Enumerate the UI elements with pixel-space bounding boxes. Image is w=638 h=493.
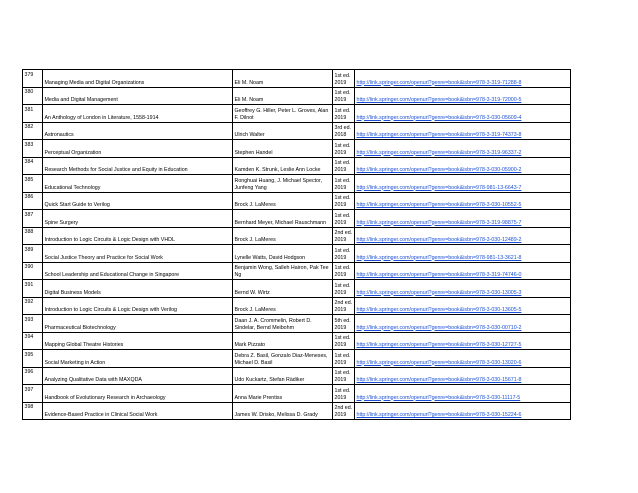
table-row xyxy=(23,227,571,245)
year-label: 2019 xyxy=(334,184,347,191)
row-number-cell: 381 xyxy=(23,105,43,123)
title-cell: Pharmaceutical Biotechnology xyxy=(43,315,233,333)
row-number-cell: 382 xyxy=(23,122,43,140)
table-row xyxy=(23,70,571,88)
year-label: 2019 xyxy=(334,167,347,173)
table-row xyxy=(23,297,571,315)
url-link-cell[interactable]: http://link.springer.com/openurl?genre=book&isbn=978-3-030-13020-6 xyxy=(355,350,571,368)
year-label: 2019 xyxy=(334,114,347,121)
edition-year-cell xyxy=(333,87,355,105)
author-cell: Brock J. LaMeres xyxy=(233,192,333,210)
edition-year-cell xyxy=(333,140,355,158)
edition-year-cell xyxy=(333,245,355,263)
table-row xyxy=(23,385,571,403)
edition-label: 3rd ed. xyxy=(334,125,351,131)
title-cell: An Anthology of London in Literature, 1558-1914 xyxy=(43,105,233,123)
year-label: 2019 xyxy=(334,149,347,156)
edition-year-cell xyxy=(333,192,355,210)
row-number-cell: 398 xyxy=(23,402,43,420)
title-cell: Educational Technology xyxy=(43,175,233,193)
table-row xyxy=(23,245,571,263)
table-row xyxy=(23,105,571,123)
edition-label: 1st ed. xyxy=(334,370,351,376)
url-link-cell[interactable]: http://link.springer.com/openurl?genre=book&isbn=978-3-030-13605-5 xyxy=(355,297,571,315)
edition-year-cell xyxy=(333,175,355,193)
author-cell: Ronghuai Huang, J. Michael Spector, Junfeng Yang xyxy=(233,175,333,193)
title-cell: Astronautics xyxy=(43,122,233,140)
year-label: 2019 xyxy=(334,377,347,383)
table-row xyxy=(23,280,571,298)
author-cell: Bernd W. Wirtz xyxy=(233,280,333,298)
book-list-body xyxy=(23,70,571,420)
edition-year-cell xyxy=(333,385,355,403)
url-link-cell[interactable]: http://link.springer.com/openurl?genre=book&isbn=978-3-319-96337-2 xyxy=(355,140,571,158)
edition-label: 1st ed. xyxy=(334,107,351,114)
edition-year-cell xyxy=(333,350,355,368)
title-cell: Mapping Global Theatre Histories xyxy=(43,332,233,350)
year-label: 2019 xyxy=(334,237,347,243)
url-link-cell[interactable]: http://link.springer.com/openurl?genre=book&isbn=978-981-13-6643-7 xyxy=(355,175,571,193)
row-number-cell: 385 xyxy=(23,175,43,193)
title-cell: Analyzing Qualitative Data with MAXQDA xyxy=(43,367,233,385)
edition-label: 5th ed. xyxy=(334,317,351,324)
url-link-cell[interactable]: http://link.springer.com/openurl?genre=book&isbn=978-3-030-00710-2 xyxy=(355,315,571,333)
edition-year-cell xyxy=(333,122,355,140)
edition-label: 1st ed. xyxy=(334,195,351,201)
row-number-cell: 397 xyxy=(23,385,43,403)
row-number-cell: 396 xyxy=(23,367,43,385)
edition-label: 1st ed. xyxy=(334,282,351,289)
year-label: 2019 xyxy=(334,307,347,313)
year-label: 2019 xyxy=(334,324,347,331)
edition-year-cell xyxy=(333,332,355,350)
title-cell: Evidence-Based Practice in Clinical Social Work xyxy=(43,402,233,420)
title-cell: Introduction to Logic Circuits & Logic Design with VHDL xyxy=(43,227,233,245)
title-cell: Quick Start Guide to Verilog xyxy=(43,192,233,210)
edition-year-cell xyxy=(333,280,355,298)
year-label: 2019 xyxy=(334,289,347,296)
author-cell: Eli M. Noam xyxy=(233,70,333,88)
row-number-cell: 395 xyxy=(23,350,43,368)
url-link-cell[interactable]: http://link.springer.com/openurl?genre=book&isbn=978-3-030-15671-8 xyxy=(355,367,571,385)
row-number-cell: 384 xyxy=(23,157,43,175)
url-link-cell[interactable]: http://link.springer.com/openurl?genre=book&isbn=978-981-13-3621-8 xyxy=(355,245,571,263)
title-cell: Introduction to Logic Circuits & Logic Design with Verilog xyxy=(43,297,233,315)
title-cell: Social Justice Theory and Practice for Social Work xyxy=(43,245,233,263)
table-row xyxy=(23,157,571,175)
row-number-cell: 380 xyxy=(23,87,43,105)
author-cell: Bernhard Meyer, Michael Rauschmann xyxy=(233,210,333,228)
edition-year-cell xyxy=(333,210,355,228)
edition-year-cell xyxy=(333,402,355,420)
year-label: 2019 xyxy=(334,272,347,278)
row-number-cell: 387 xyxy=(23,210,43,228)
author-cell: Geoffrey G. Hiller, Peter L. Groves, Alan F. Dilnot xyxy=(233,105,333,123)
table-row xyxy=(23,175,571,193)
year-label: 2019 xyxy=(334,412,347,418)
row-number-cell: 389 xyxy=(23,245,43,263)
edition-year-cell xyxy=(333,367,355,385)
edition-label: 1st ed. xyxy=(334,335,351,341)
year-label: 2019 xyxy=(334,359,347,366)
table-row xyxy=(23,87,571,105)
title-cell: Perceptual Organization xyxy=(43,140,233,158)
year-label: 2019 xyxy=(334,202,347,208)
url-link-cell[interactable]: http://link.springer.com/openurl?genre=book&isbn=978-3-030-12727-5 xyxy=(355,332,571,350)
row-number-cell: 383 xyxy=(23,140,43,158)
row-number-cell: 391 xyxy=(23,280,43,298)
title-cell: Media and Digital Management xyxy=(43,87,233,105)
url-link-cell[interactable]: http://link.springer.com/openurl?genre=book&isbn=978-3-319-98875-7 xyxy=(355,210,571,228)
url-link-cell[interactable]: http://link.springer.com/openurl?genre=book&isbn=978-3-319-72000-5 xyxy=(355,87,571,105)
table-row xyxy=(23,122,571,140)
year-label: 2019 xyxy=(334,97,347,103)
edition-year-cell xyxy=(333,105,355,123)
url-link-cell[interactable]: http://link.springer.com/openurl?genre=book&isbn=978-3-319-71288-8 xyxy=(355,70,571,88)
row-number-cell: 392 xyxy=(23,297,43,315)
author-cell: Mark Pizzato xyxy=(233,332,333,350)
year-label: 2018 xyxy=(334,132,347,138)
table-row xyxy=(23,192,571,210)
title-cell: School Leadership and Educational Change in Singapore xyxy=(43,262,233,280)
author-cell: Kamden K. Strunk, Leslie Ann Locke xyxy=(233,157,333,175)
title-cell: Digital Business Models xyxy=(43,280,233,298)
author-cell: Anna Marie Prentiss xyxy=(233,385,333,403)
url-link-cell[interactable]: http://link.springer.com/openurl?genre=book&isbn=978-3-319-74373-8 xyxy=(355,122,571,140)
author-cell: Lynelle Watts, David Hodgson xyxy=(233,245,333,263)
url-link-cell[interactable]: http://link.springer.com/openurl?genre=book&isbn=978-3-319-74746-0 xyxy=(355,262,571,280)
year-label: 2019 xyxy=(334,342,347,348)
title-cell: Managing Media and Digital Organizations xyxy=(43,70,233,88)
url-link-cell[interactable]: http://link.springer.com/openurl?genre=book&isbn=978-3-030-11117-5 xyxy=(355,385,571,403)
title-cell: Handbook of Evolutionary Research in Archaeology xyxy=(43,385,233,403)
row-number-cell: 393 xyxy=(23,315,43,333)
edition-label: 1st ed. xyxy=(334,247,351,254)
edition-label: 1st ed. xyxy=(334,352,351,359)
author-cell: Debra Z. Basil, Gonzalo Diaz-Meneses, Michael D. Basil xyxy=(233,350,333,368)
edition-label: 1st ed. xyxy=(334,212,351,219)
table-row xyxy=(23,210,571,228)
edition-year-cell xyxy=(333,262,355,280)
edition-label: 1st ed. xyxy=(334,160,351,166)
author-cell: Stephen Handel xyxy=(233,140,333,158)
table-row xyxy=(23,262,571,280)
edition-label: 1st ed. xyxy=(334,177,351,184)
url-link-cell[interactable]: http://link.springer.com/openurl?genre=book&isbn=978-3-030-15224-6 xyxy=(355,402,571,420)
edition-label: 1st ed. xyxy=(334,387,351,394)
row-number-cell: 388 xyxy=(23,227,43,245)
row-number-cell: 379 xyxy=(23,70,43,88)
row-number-cell: 394 xyxy=(23,332,43,350)
year-label: 2019 xyxy=(334,394,347,401)
author-cell: Ulrich Walter xyxy=(233,122,333,140)
year-label: 2019 xyxy=(334,254,347,261)
edition-year-cell xyxy=(333,227,355,245)
edition-label: 2nd ed. xyxy=(334,230,353,236)
table-row xyxy=(23,140,571,158)
author-cell: Eli M. Noam xyxy=(233,87,333,105)
author-cell: James W. Drisko, Melissa D. Grady xyxy=(233,402,333,420)
title-cell: Social Marketing in Action xyxy=(43,350,233,368)
row-number-cell: 386 xyxy=(23,192,43,210)
edition-year-cell xyxy=(333,315,355,333)
author-cell: Daan J. A. Crommelin, Robert D. Sindelar, Bernd Meibohm xyxy=(233,315,333,333)
edition-label: 1st ed. xyxy=(334,90,351,96)
url-link-cell[interactable]: http://link.springer.com/openurl?genre=book&isbn=978-3-030-10552-5 xyxy=(355,192,571,210)
author-cell: Udo Kuckartz, Stefan Rädiker xyxy=(233,367,333,385)
author-cell: Benjamin Wong, Salleh Hairon, Pak Tee Ng xyxy=(233,262,333,280)
edition-label: 1st ed. xyxy=(334,265,351,271)
table-row xyxy=(23,367,571,385)
row-number-cell: 390 xyxy=(23,262,43,280)
table-row xyxy=(23,332,571,350)
edition-label: 1st ed. xyxy=(334,142,351,149)
table-row xyxy=(23,315,571,333)
edition-year-cell xyxy=(333,157,355,175)
year-label: 2019 xyxy=(334,79,347,86)
url-link-cell[interactable]: http://link.springer.com/openurl?genre=book&isbn=978-3-030-05900-2 xyxy=(355,157,571,175)
url-link-cell[interactable]: http://link.springer.com/openurl?genre=book&isbn=978-3-030-13005-3 xyxy=(355,280,571,298)
author-cell: Brock J. LaMeres xyxy=(233,227,333,245)
edition-year-cell xyxy=(333,70,355,88)
book-list-table xyxy=(22,69,571,420)
year-label: 2019 xyxy=(334,219,347,226)
edition-year-cell xyxy=(333,297,355,315)
edition-label: 2nd ed. xyxy=(334,300,353,306)
table-row xyxy=(23,350,571,368)
url-link-cell[interactable]: http://link.springer.com/openurl?genre=book&isbn=978-3-030-12489-2 xyxy=(355,227,571,245)
url-link-cell[interactable]: http://link.springer.com/openurl?genre=book&isbn=978-3-030-05609-4 xyxy=(355,105,571,123)
title-cell: Research Methods for Social Justice and Equity in Education xyxy=(43,157,233,175)
title-cell: Spine Surgery xyxy=(43,210,233,228)
author-cell: Brock J. LaMeres xyxy=(233,297,333,315)
edition-label: 1st ed. xyxy=(334,72,351,79)
edition-label: 2nd ed. xyxy=(334,405,353,411)
table-row xyxy=(23,402,571,420)
